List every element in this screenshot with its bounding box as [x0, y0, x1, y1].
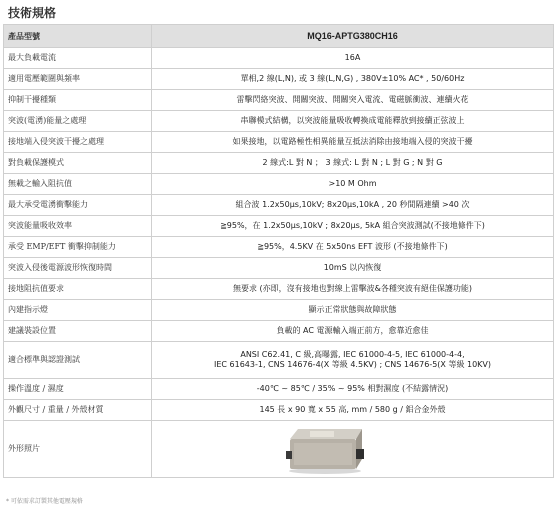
table-header-row [4, 25, 554, 48]
row-label: 無載之輸入阻抗值 [4, 174, 152, 195]
row-value: 負載的 AC 電源輸入端正前方，愈靠近愈佳 [152, 321, 554, 342]
footnote: * 可依需求訂製其他電壓規格 [6, 498, 83, 505]
standards-line: IEC 61643-1, CNS 14676-4(X 等級 4.5KV) ; CNS 14676-5(X 等級 10KV) [213, 360, 492, 369]
table-row [4, 90, 554, 111]
table-row [4, 342, 554, 379]
row-label: 建議裝設位置 [4, 321, 152, 342]
row-value: >10 M Ohm [152, 174, 554, 195]
row-label: 接地阻抗值要求 [4, 279, 152, 300]
table-row [4, 132, 554, 153]
table-row [4, 379, 554, 400]
table-row [4, 195, 554, 216]
row-value: ≧95%，在 1.2x50μs,10kV ; 8x20μs, 5kA 組合突波測試(不接地條件下) [152, 216, 554, 237]
row-value: 無要求 (亦即，沒有接地也對線上雷擊波&各種突波有絕佳保護功能) [152, 279, 554, 300]
row-label: 突波(電湧)能量之處理 [4, 111, 152, 132]
table-row [4, 216, 554, 237]
row-value: 單相,2 線(L,N), 或 3 線(L,N,G) , 380V±10% AC* , 50/60Hz [152, 69, 554, 90]
row-label: 最大負載電流 [4, 48, 152, 69]
table-row [4, 48, 554, 69]
row-label: 操作溫度 / 濕度 [4, 379, 152, 400]
header-label: 產品型號 [4, 25, 152, 48]
product-photo [284, 423, 366, 475]
row-value [152, 342, 554, 379]
row-label: 突波能量吸收效率 [4, 216, 152, 237]
row-value: 16A [152, 48, 554, 69]
row-value: ≧95%，4.5KV 在 5x50ns EFT 波形 (不接地條件下) [152, 237, 554, 258]
row-label: 適用電壓範圍與頻率 [4, 69, 152, 90]
row-label: 接地端入侵突波干擾之處理 [4, 132, 152, 153]
row-value: 如果接地，以電路極性相異能量互抵法消除由接地端入侵的突波干擾 [152, 132, 554, 153]
table-row [4, 258, 554, 279]
row-value: 顯示正常狀態與故障狀態 [152, 300, 554, 321]
table-row [4, 174, 554, 195]
table-row [4, 321, 554, 342]
section-title: 技術規格 [8, 6, 57, 20]
standards-line: ANSI C62.41, C 級,高曝露, IEC 61000-4-5, IEC 61000-4-4, [240, 350, 465, 359]
row-value: 雷擊閃絡突波、開關突波、開關突入電流、電磁脈衝波、連續火花 [152, 90, 554, 111]
row-value: 組合波 1.2x50μs,10kV; 8x20μs,10kA , 20 秒間隔連續 >40 次 [152, 195, 554, 216]
table-row [4, 279, 554, 300]
table-row [4, 237, 554, 258]
table-row [4, 300, 554, 321]
row-value: 10mS 以內恢復 [152, 258, 554, 279]
row-label: 適合標準與認證測試 [4, 342, 152, 379]
row-value: 145 長 x 90 寬 x 55 高, mm / 580 g / 鋁合金外殼 [152, 400, 554, 421]
row-value: 2 線式:L 對 N ； 3 線式: L 對 N ; L 對 G ; N 對 G [152, 153, 554, 174]
row-label: 承受 EMP/EFT 衝擊抑制能力 [4, 237, 152, 258]
row-label: 外形照片 [4, 421, 152, 478]
model-number: MQ16-APTG380CH16 [152, 25, 554, 48]
row-label: 抑制干擾種類 [4, 90, 152, 111]
row-label: 對負載保護模式 [4, 153, 152, 174]
photo-cell [152, 421, 554, 478]
row-value: -40℃ ~ 85℃ / 35% ~ 95% 相對濕度 (不結露情況) [152, 379, 554, 400]
row-label: 最大承受電湧衝擊能力 [4, 195, 152, 216]
row-value: 串聯模式結構，以突波能量吸收轉換成電能釋放到接續正弦波上 [152, 111, 554, 132]
row-label: 外觀尺寸 / 重量 / 外殼材質 [4, 400, 152, 421]
table-row [4, 400, 554, 421]
row-label: 內建指示燈 [4, 300, 152, 321]
table-row [4, 153, 554, 174]
spec-table [3, 24, 554, 478]
table-row [4, 111, 554, 132]
table-row [4, 421, 554, 478]
row-label: 突波入侵後電源波形恢復時間 [4, 258, 152, 279]
table-row [4, 69, 554, 90]
